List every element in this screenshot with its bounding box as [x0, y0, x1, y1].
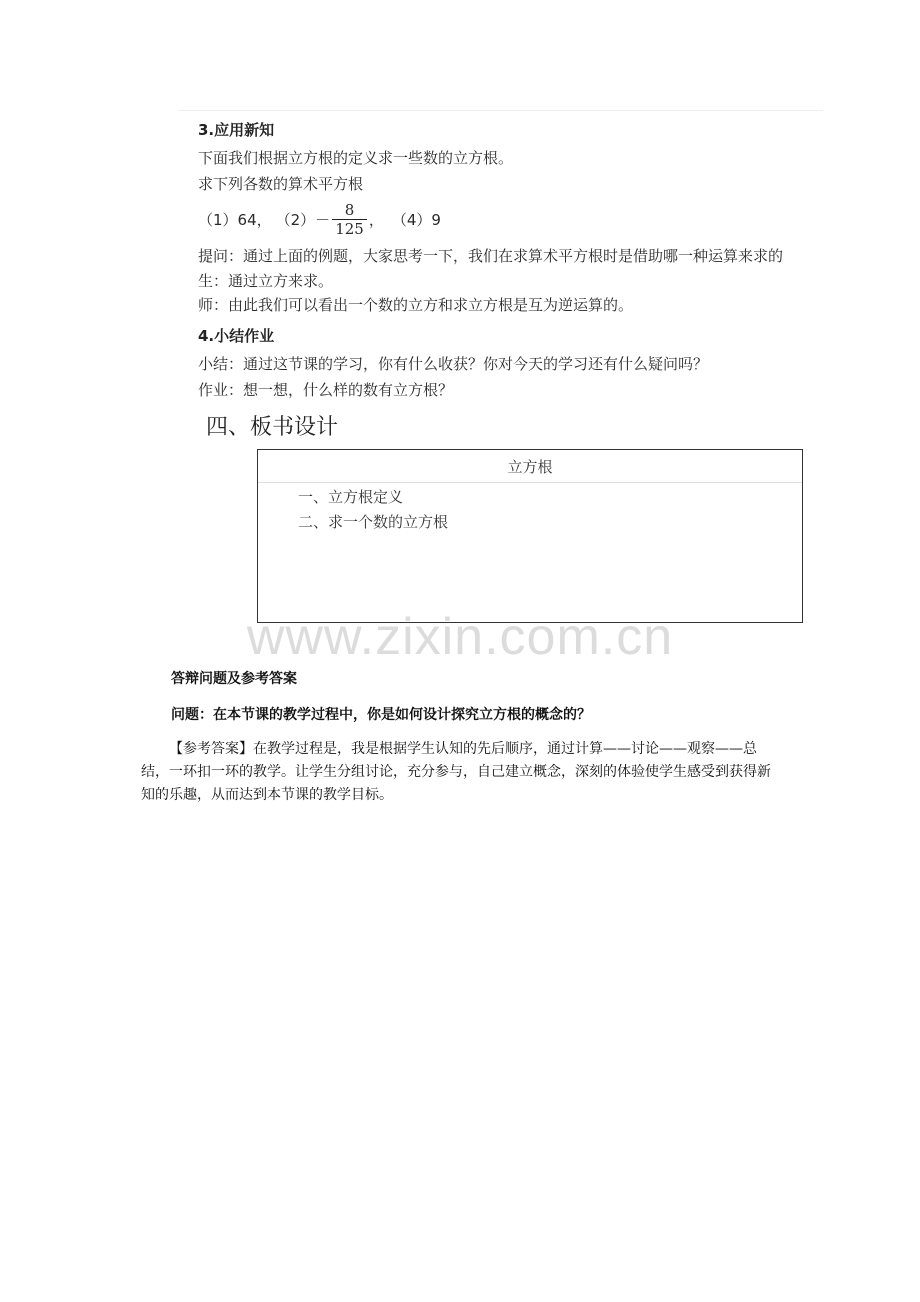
fraction-denominator: 125: [332, 219, 367, 238]
screenshot-top-edge: [178, 110, 823, 111]
summary-text: 小结：通过这节课的学习，你有什么收获？你对今天的学习还有什么疑问吗？: [198, 355, 709, 373]
answer-label: 【参考答案】: [169, 741, 253, 757]
watermark: www.zixin.com.cn: [246, 608, 674, 666]
example-list: [198, 196, 441, 242]
qa-answer: [141, 738, 781, 807]
answer-text: 在教学过程是，我是根据学生认知的先后顺序，通过计算——讨论——观察——总结，一环扣一环的教学。让学生分组讨论，充分参与，自己建立概念，深刻的体验使学生感受到获得新知的乐趣，从而达到本节课的教学目标。: [141, 741, 771, 803]
student-reply: 生：通过立方来求。: [198, 272, 334, 290]
qa-section-title: 答辩问题及参考答案: [171, 671, 297, 687]
blackboard-divider: [258, 482, 802, 483]
example-item-2-fraction: [332, 201, 367, 238]
step4-heading: 4.小结作业: [198, 327, 275, 345]
example-item-2-suffix: ，: [368, 210, 384, 229]
blackboard-title: 立方根: [507, 458, 553, 476]
example-item-1: （1）64，: [198, 210, 272, 229]
fraction-numerator: 8: [344, 200, 355, 219]
example-item-4: （4）9: [391, 210, 441, 229]
blackboard-item: 一、立方根定义: [298, 488, 404, 506]
qa-question: 问题：在本节课的教学过程中，你是如何设计探究立方根的概念的？: [171, 707, 591, 723]
step3-intro: 下面我们根据立方根的定义求一些数的立方根。: [198, 149, 514, 167]
teacher-conclusion: 师：由此我们可以看出一个数的立方和求立方根是互为逆运算的。: [198, 296, 634, 314]
blackboard-item: 二、求一个数的立方根: [298, 513, 449, 531]
teacher-question: 提问：通过上面的例题，大家思考一下，我们在求算术平方根时是借助哪一种运算来求的: [198, 247, 784, 265]
board-design-heading: 四、板书设计: [206, 415, 339, 440]
step3-task: 求下列各数的算术平方根: [198, 175, 364, 193]
example-item-2-prefix: （2）－: [275, 210, 331, 229]
homework-text: 作业：想一想，什么样的数有立方根？: [198, 381, 454, 399]
step3-heading: 3.应用新知: [198, 121, 275, 139]
